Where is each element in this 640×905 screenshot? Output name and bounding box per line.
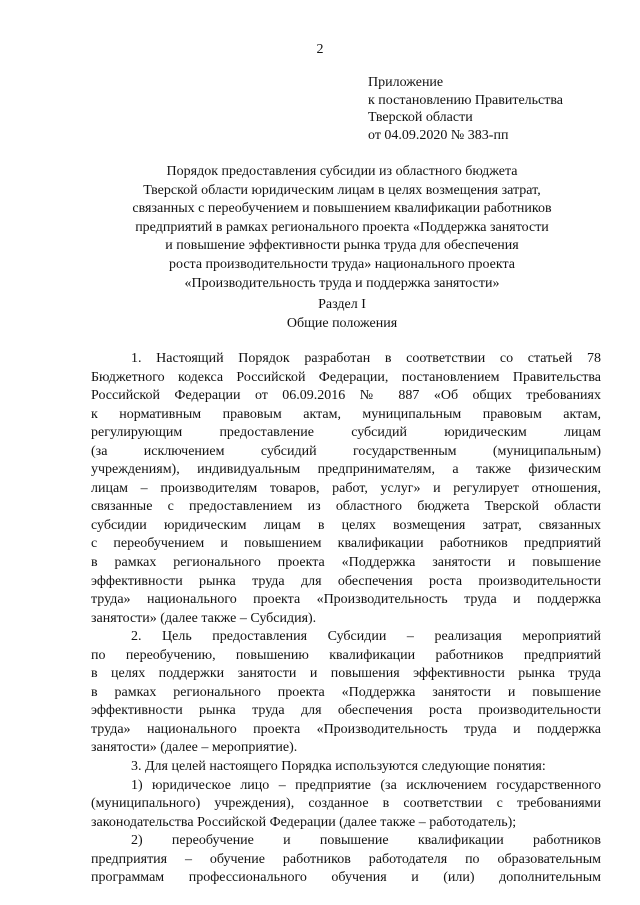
body-line: в целях поддержки занятости и повышения эффективности рынка труда: [91, 666, 601, 682]
appendix-line: Тверской области: [368, 110, 473, 125]
document-title: [80, 163, 604, 293]
body-text: [91, 350, 601, 888]
body-line: с переобучением и повышением квалификации работников предприятий: [91, 536, 601, 552]
section-number: Раздел I: [318, 297, 366, 312]
body-line: в рамках регионального проекта «Поддержка занятости и повышение: [91, 684, 601, 700]
appendix-block: [368, 74, 628, 144]
body-line: (муниципального) учреждения), созданное в соответствии с требованиями: [91, 796, 601, 812]
body-line: 1. Настоящий Порядок разработан в соответствии со статьей 78: [131, 351, 601, 366]
title-line: и повышение эффективности рынка труда для обеспечения: [165, 238, 519, 254]
body-line: эффективности рынка труда для обеспечения роста производительности: [91, 703, 601, 719]
body-line: занятости» (далее также – Субсидия).: [91, 610, 317, 626]
title-line: «Производительность труда и поддержка занятости»: [184, 275, 500, 291]
title-line: роста производительности труда» национального проекта: [168, 256, 515, 272]
body-line: регулирующим предоставление субсидий юридическим лицам: [91, 425, 601, 441]
appendix-line: Приложение: [368, 75, 444, 90]
section-heading: [80, 296, 604, 333]
body-line: Российской Федерации от 06.09.2016 № 887 «Об общих требованиях: [91, 388, 601, 404]
section-name: Общие положения: [286, 315, 398, 331]
body-line: 2) переобучение и повышение квалификации работников: [131, 833, 601, 849]
body-line: лицам – производителям товаров, работ, услуг» и регулирует отношения,: [91, 480, 601, 496]
body-line: программам профессионального обучения и (или) дополнительным: [91, 870, 601, 886]
body-line: занятости» (далее – мероприятие).: [91, 740, 298, 756]
body-line: эффективности рынка труда для обеспечения роста производительности: [91, 573, 601, 589]
body-line: законодательства Российской Федерации (далее также – работодатель);: [91, 814, 517, 830]
body-line: труда» национального проекта «Производительность труда и поддержка: [91, 721, 601, 737]
body-line: 3. Для целей настоящего Порядка используются следующие понятия:: [131, 759, 546, 775]
body-line: субсидии юридическим лицам в целях возмещения затрат, связанных: [91, 517, 601, 533]
appendix-line: от 04.09.2020 № 383-пп: [368, 127, 509, 143]
body-line: связанные с предоставлением из областного бюджета Тверской области: [91, 499, 601, 515]
body-line: в рамках регионального проекта «Поддержка занятости и повышение: [91, 555, 601, 571]
body-line: 2. Цель предоставления Субсидии – реализация мероприятий: [131, 629, 601, 645]
body-line: Бюджетного кодекса Российской Федерации, постановлением Правительства: [91, 369, 601, 385]
appendix-line: к постановлению Правительства: [368, 92, 564, 108]
body-line: по переобучению, повышению квалификации работников предприятий: [91, 647, 601, 663]
body-line: учреждениям), индивидуальным предпринимателям, а также физическим: [91, 462, 601, 478]
title-line: связанных с переобучением и повышением квалификации работников: [132, 201, 552, 217]
body-line: к нормативным правовым актам, муниципальным правовым актам,: [91, 406, 601, 422]
body-line: (за исключением субсидий государственным (муниципальным): [91, 443, 601, 459]
title-line: Порядок предоставления субсидии из областного бюджета: [166, 164, 518, 179]
body-line: предприятия – обучение работников работодателя по образовательным: [91, 851, 601, 867]
body-line: 1) юридическое лицо – предприятие (за исключением государственного: [131, 777, 601, 793]
title-line: предприятий в рамках регионального проекта «Поддержка занятости: [135, 219, 549, 235]
body-line: труда» национального проекта «Производительность труда и поддержка: [91, 592, 601, 608]
title-line: Тверской области юридическим лицам в целях возмещения затрат,: [143, 182, 541, 198]
page-number: 2: [316, 42, 324, 57]
